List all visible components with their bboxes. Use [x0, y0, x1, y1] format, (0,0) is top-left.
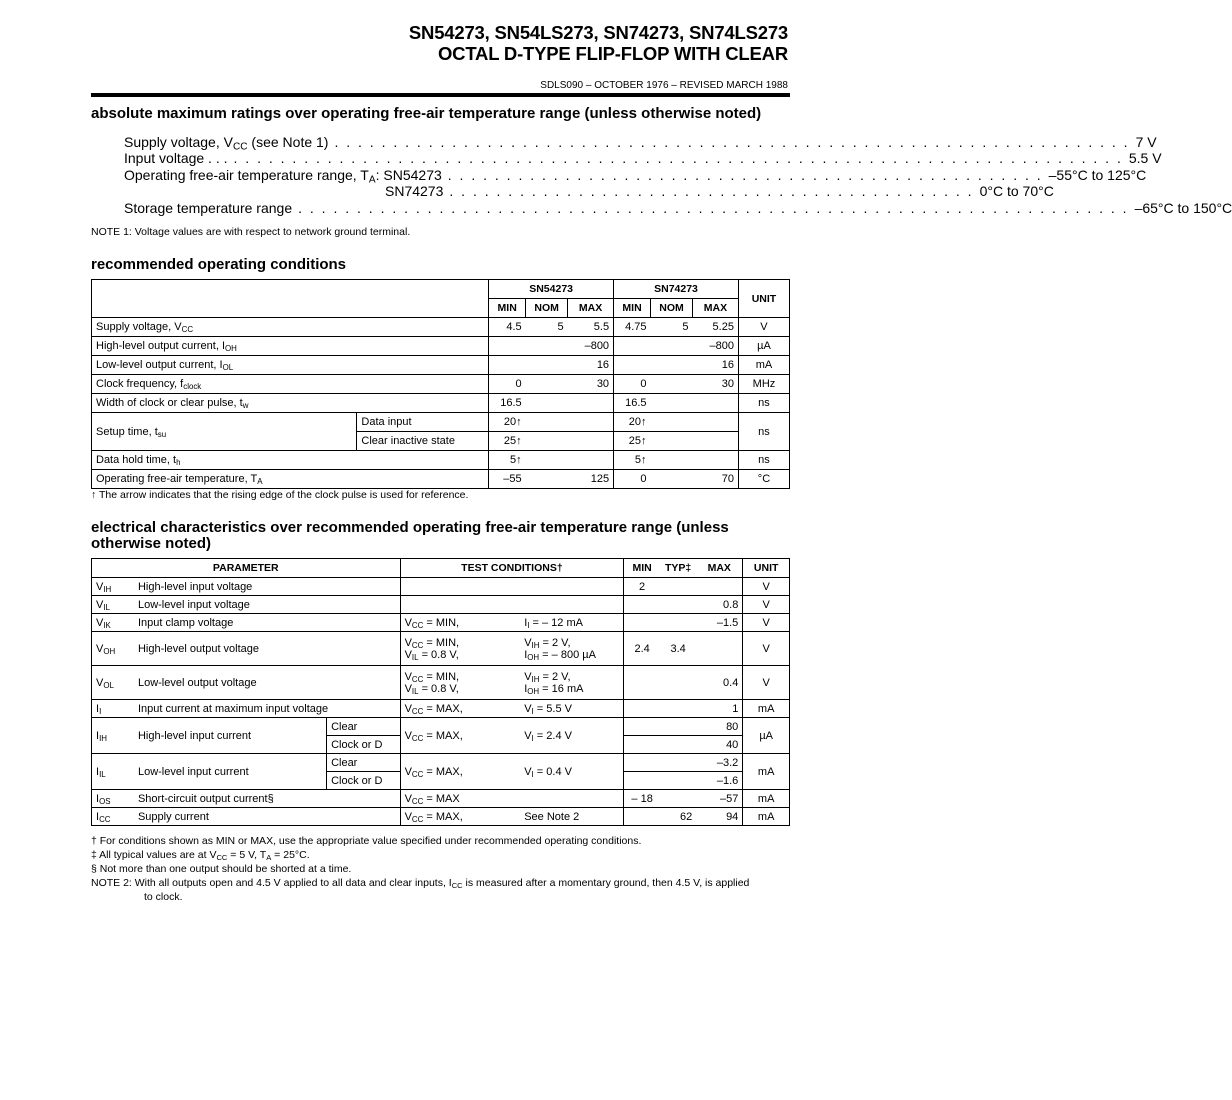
- ec-cell: 40: [696, 736, 743, 754]
- roc-cell: [526, 470, 568, 489]
- amr-value: 0°C to 70°C: [979, 183, 1054, 199]
- roc-cell: 30: [693, 375, 739, 394]
- table-row: [92, 413, 790, 432]
- ec-cell: –1.6: [696, 772, 743, 790]
- roc-param: Supply voltage, $V_{CC}$: [92, 318, 489, 337]
- roc-cell: 25↑: [614, 432, 651, 451]
- roc-subparam: Data input: [357, 413, 489, 432]
- amr-label: Supply voltage, V: [124, 134, 233, 150]
- table-row: [92, 394, 790, 413]
- roc-max-header: MAX: [693, 299, 739, 318]
- roc-cell: –55: [489, 470, 526, 489]
- ec-cell: –1.5: [696, 614, 743, 632]
- table-row: [92, 700, 790, 718]
- ec-cond: $I_I$ = – 12 mA: [520, 614, 624, 632]
- roc-subparam: Clear inactive state: [357, 432, 489, 451]
- leader-dots: . . . . . . . . . . . . . . . . . . . . . . . . . . . . . . . . . . . . . . . . . . . . . . . . . . . . . . . . . . . . . . . . . . . . . . .: [298, 200, 1129, 216]
- ec-cell: 3.4: [660, 632, 696, 666]
- page-title-line2: OCTAL D-TYPE FLIP-FLOP WITH CLEAR: [437, 43, 788, 64]
- roc-corner: [92, 280, 489, 318]
- ec-cond: See Note 2: [520, 808, 624, 826]
- roc-cell: 0: [614, 470, 651, 489]
- ec-typ-header: TYP‡: [660, 559, 696, 578]
- roc-nom-header: NOM: [651, 299, 693, 318]
- ec-subparam: Clear: [327, 754, 401, 772]
- roc-cell: –800: [568, 337, 614, 356]
- roc-cell: 5: [651, 318, 693, 337]
- roc-cell: 4.75: [614, 318, 651, 337]
- roc-cell: 0: [614, 375, 651, 394]
- ec-unit: mA: [743, 790, 790, 808]
- roc-cell: 5↑: [614, 451, 651, 470]
- roc-unit: ns: [738, 451, 789, 470]
- ec-symbol: $V_{OH}$: [92, 632, 134, 666]
- ec-test-header: TEST CONDITIONS†: [400, 559, 624, 578]
- roc-cell: 16.5: [489, 394, 526, 413]
- amr-label: SN74273: [385, 183, 444, 199]
- amr-row-storage: [124, 200, 1232, 217]
- table-row: [92, 754, 790, 772]
- ec-symbol: $I_{OS}$: [92, 790, 134, 808]
- roc-cell: 5.5: [568, 318, 614, 337]
- amr-value: –65°C to 150°C: [1134, 200, 1232, 216]
- ec-cell: 0.8: [696, 596, 743, 614]
- ec-cell: 80: [696, 718, 743, 736]
- table-row: [92, 578, 790, 596]
- amr-row-supply: [124, 134, 1157, 153]
- ec-unit: V: [743, 666, 790, 700]
- amr-row-optemp-74: [385, 183, 1054, 200]
- roc-cell: [651, 470, 693, 489]
- ec-symbol: $I_{IH}$: [92, 718, 134, 754]
- ec-param-header: PARAMETER: [92, 559, 401, 578]
- ec-symbol: $I_{IL}$: [92, 754, 134, 790]
- roc-param: Operating free-air temperature, $T_A$: [92, 470, 489, 489]
- roc-unit: °C: [738, 470, 789, 489]
- ec-cond: $V_I = 0.4$ V: [520, 754, 624, 790]
- table-row: [92, 375, 790, 394]
- ec-cell: 1: [696, 700, 743, 718]
- table-row: [92, 666, 790, 700]
- roc-unit: ns: [738, 413, 789, 451]
- roc-max-header: MAX: [568, 299, 614, 318]
- ec-symbol: $V_{IH}$: [92, 578, 134, 596]
- roc-title: recommended operating conditions: [91, 256, 347, 273]
- roc-unit: ns: [738, 394, 789, 413]
- roc-cell: [614, 337, 651, 356]
- ec-cond: $V_{CC}$ = MAX,: [400, 718, 520, 754]
- roc-cell: 125: [568, 470, 614, 489]
- ec-cell: –3.2: [696, 754, 743, 772]
- ec-unit: mA: [743, 700, 790, 718]
- roc-unit: µA: [738, 337, 789, 356]
- roc-min-header: MIN: [614, 299, 651, 318]
- roc-cell: [526, 375, 568, 394]
- ec-cell: 0.4: [696, 666, 743, 700]
- roc-unit: V: [738, 318, 789, 337]
- roc-param: Setup time, $t_{su}$: [92, 413, 357, 451]
- ec-cell: 2.4: [624, 632, 660, 666]
- ec-cond: $V_{IH} = 2$ V, $I_{OH}$ = – 800 µA: [520, 632, 624, 666]
- ec-desc: Supply current: [134, 808, 400, 826]
- ec-cond: $V_I = 2.4$ V: [520, 718, 624, 754]
- roc-cell: 20↑: [489, 413, 526, 432]
- roc-group-sn54273: SN54273: [489, 280, 614, 299]
- roc-param: High-level output current, $I_{OH}$: [92, 337, 489, 356]
- note-2-cont: to clock.: [144, 891, 183, 903]
- roc-footnote: ↑ The arrow indicates that the rising edge of the clock pulse is used for reference.: [91, 489, 469, 501]
- amr-row-input: [124, 150, 1162, 167]
- roc-cell: 5: [526, 318, 568, 337]
- table-row: [92, 451, 790, 470]
- amr-label-after: (see Note 1): [247, 134, 329, 150]
- amr-value: –55°C to 125°C: [1048, 167, 1147, 183]
- roc-group-sn74273: SN74273: [614, 280, 739, 299]
- table-row: [92, 470, 790, 489]
- leader-dots: . . . . . . . . . . . . . . . . . . . . . . . . . . . . . . . . . . . . . . . . . . . . . . . . . . . . . . . . . . . . . . . . . . . . . . . . . . . .: [233, 150, 1123, 166]
- roc-cell: [651, 375, 693, 394]
- ec-subparam: Clock or D: [327, 772, 401, 790]
- roc-cell: 30: [568, 375, 614, 394]
- roc-cell: [614, 356, 651, 375]
- ec-symbol: $V_{OL}$: [92, 666, 134, 700]
- roc-param: Width of clock or clear pulse, $t_w$: [92, 394, 489, 413]
- roc-cell: 0: [489, 375, 526, 394]
- table-row: [92, 808, 790, 826]
- ec-unit: V: [743, 596, 790, 614]
- roc-unit-header: UNIT: [738, 280, 789, 318]
- ec-desc: High-level input current: [134, 718, 327, 754]
- amr-title: absolute maximum ratings over operating free-air temperature range (unless otherwise noted): [91, 105, 762, 122]
- ec-unit: mA: [743, 808, 790, 826]
- table-row: [92, 337, 790, 356]
- ec-table: [91, 558, 790, 826]
- ec-min-header: MIN: [624, 559, 660, 578]
- amr-row-optemp-54: [124, 167, 1147, 186]
- roc-cell: 20↑: [614, 413, 651, 432]
- ec-desc: Low-level input current: [134, 754, 327, 790]
- ec-footnote-dagger: † For conditions shown as MIN or MAX, use the appropriate value specified under recommended operating conditions.: [91, 835, 642, 847]
- ec-desc: High-level output voltage: [134, 632, 400, 666]
- roc-cell: [651, 356, 693, 375]
- ec-desc: Low-level input voltage: [134, 596, 400, 614]
- leader-dots: . . . . . . . . . . . . . . . . . . . . . . . . . . . . . . . . . . . . . . . . . . . . . . . . . . . . . . . . . . . . . . . . . . . .: [334, 134, 1130, 150]
- ec-desc: Input clamp voltage: [134, 614, 400, 632]
- roc-param: Clock frequency, $f_{clock}$: [92, 375, 489, 394]
- ec-cond: $V_{CC}$ = MIN, $V_{IL} = 0.8$ V,: [400, 632, 520, 666]
- roc-cell: [693, 394, 739, 413]
- amr-label-sub: CC: [232, 141, 248, 153]
- amr-label: Operating free-air temperature range, T: [124, 167, 369, 183]
- roc-cell: [526, 394, 568, 413]
- amr-value: 5.5 V: [1128, 150, 1162, 166]
- roc-cell: [489, 337, 526, 356]
- roc-nom-header: NOM: [526, 299, 568, 318]
- roc-cell: 16.5: [614, 394, 651, 413]
- roc-cell: [526, 356, 568, 375]
- table-row: [92, 632, 790, 666]
- ec-footnote-ddagger: ‡ All typical values are at $V_{CC} = 5$ V, $T_A = 25^\circ C$.: [91, 849, 310, 862]
- ec-subparam: Clock or D: [327, 736, 401, 754]
- ec-subparam: Clear: [327, 718, 401, 736]
- roc-cell: [651, 394, 693, 413]
- ec-desc: Input current at maximum input voltage: [134, 700, 400, 718]
- ec-cell: –57: [696, 790, 743, 808]
- ec-symbol: $I_{CC}$: [92, 808, 134, 826]
- ec-desc: Short-circuit output current§: [134, 790, 400, 808]
- note-1: NOTE 1: Voltage values are with respect to network ground terminal.: [91, 226, 411, 238]
- table-row: [92, 790, 790, 808]
- roc-cell: 5↑: [489, 451, 526, 470]
- amr-value: 7 V: [1135, 134, 1157, 150]
- ec-symbol: $I_I$: [92, 700, 134, 718]
- ec-cell: – 18: [624, 790, 660, 808]
- roc-min-header: MIN: [489, 299, 526, 318]
- ec-cond: $V_{CC}$ = MIN, $V_{IL} = 0.8$ V,: [400, 666, 520, 700]
- ec-unit-header: UNIT: [743, 559, 790, 578]
- ec-cond: $V_{CC}$ = MAX,: [400, 754, 520, 790]
- ec-cond: $V_{CC}$ = MAX,: [400, 808, 520, 826]
- ec-cond: $V_I = 5.5$ V: [520, 700, 624, 718]
- ec-unit: µA: [743, 718, 790, 754]
- roc-cell: 16: [693, 356, 739, 375]
- document-reference: SDLS090 – OCTOBER 1976 – REVISED MARCH 1988: [540, 80, 788, 91]
- amr-label-after: : SN54273: [375, 167, 442, 183]
- ec-cell: 94: [696, 808, 743, 826]
- ec-cell: 2: [624, 578, 660, 596]
- roc-cell: [651, 337, 693, 356]
- leader-dots: . . . . . . . . . . . . . . . . . . . . . . . . . . . . . . . . . . . . . . . . . . . . . . . . . . .: [447, 167, 1043, 183]
- table-row: [92, 318, 790, 337]
- ec-unit: V: [743, 614, 790, 632]
- leader-dots: . . . . . . . . . . . . . . . . . . . . . . . . . . . . . . . . . . . . . . . . . . . . .: [449, 183, 974, 199]
- page-title-line1: SN54273, SN54LS273, SN74273, SN74LS273: [408, 22, 788, 43]
- ec-max-header: MAX: [696, 559, 743, 578]
- ec-cond: $V_{CC}$ = MAX,: [400, 700, 520, 718]
- roc-cell: 16: [568, 356, 614, 375]
- ec-cond: $V_{CC}$ = MIN,: [400, 614, 520, 632]
- table-row: [92, 596, 790, 614]
- roc-cell: [489, 356, 526, 375]
- amr-label: Input voltage . . .: [124, 150, 228, 166]
- roc-cell: 70: [693, 470, 739, 489]
- roc-table: [91, 279, 790, 489]
- amr-label-sub: A: [368, 174, 376, 186]
- ec-unit: V: [743, 632, 790, 666]
- ec-symbol: $V_{IL}$: [92, 596, 134, 614]
- roc-cell: 4.5: [489, 318, 526, 337]
- roc-unit: mA: [738, 356, 789, 375]
- ec-desc: High-level input voltage: [134, 578, 400, 596]
- table-row: [92, 718, 790, 736]
- amr-label: Storage temperature range: [124, 200, 293, 216]
- ec-cond: $V_{IH} = 2$ V, $I_{OH} = 16$ mA: [520, 666, 624, 700]
- roc-param: Data hold time, $t_h$: [92, 451, 489, 470]
- note-2: NOTE 2: With all outputs open and 4.5 V applied to all data and clear inputs, $I_{CC}$ is measured after a momentary ground, then 4.5 V, is applied: [91, 877, 750, 890]
- roc-unit: MHz: [738, 375, 789, 394]
- ec-cell: 62: [660, 808, 696, 826]
- ec-unit: V: [743, 578, 790, 596]
- header-rule: [91, 93, 790, 97]
- ec-title: electrical characteristics over recommended operating free-air temperature range (unless otherwise noted): [91, 519, 729, 552]
- roc-param: Low-level output current, $I_{OL}$: [92, 356, 489, 375]
- roc-cell: [568, 394, 614, 413]
- roc-cell: 25↑: [489, 432, 526, 451]
- roc-cell: –800: [693, 337, 739, 356]
- ec-unit: mA: [743, 754, 790, 790]
- ec-desc: Low-level output voltage: [134, 666, 400, 700]
- ec-symbol: $V_{IK}$: [92, 614, 134, 632]
- ec-cond: $V_{CC}$ = MAX: [400, 790, 624, 808]
- ec-footnote-section: § Not more than one output should be shorted at a time.: [91, 863, 352, 875]
- roc-cell: 5.25: [693, 318, 739, 337]
- roc-cell: [526, 337, 568, 356]
- table-row: [92, 614, 790, 632]
- table-row: [92, 356, 790, 375]
